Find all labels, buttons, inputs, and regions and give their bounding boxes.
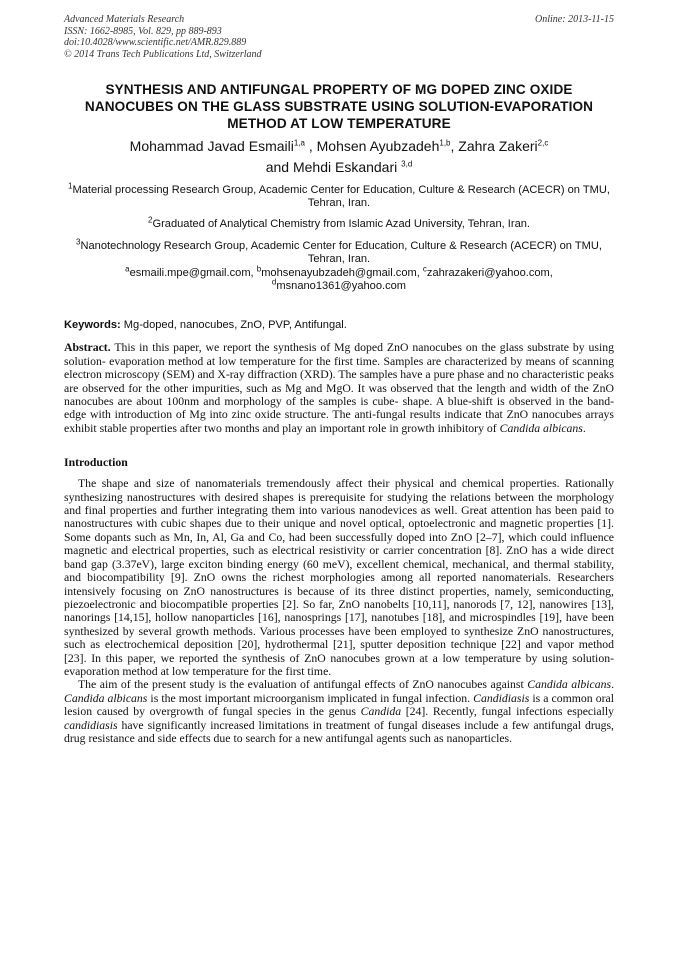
- abstract-species: Candida albicans: [499, 421, 583, 435]
- author-superscript: 2,c: [537, 138, 549, 148]
- author-name: Mohammad Javad Esmaili: [129, 138, 294, 154]
- p2-italic: Candida albicans: [527, 678, 612, 692]
- author-name: and Mehdi Eskandari: [265, 159, 402, 175]
- affiliation-superscript: 1: [68, 181, 73, 191]
- paper-title: SYNTHESIS AND ANTIFUNGAL PROPERTY OF MG DOPED ZINC OXIDE NANOCUBES ON THE GLASS SUBSTRATE USING SOLUTION-EVAPORATION METHOD AT LOW TEMPERATURE: [84, 82, 594, 131]
- author-emails: [64, 264, 614, 293]
- email-superscript: c: [422, 264, 427, 274]
- author-list: [64, 136, 614, 178]
- keywords: [64, 318, 614, 332]
- email-link[interactable]: mohsenayubzadeh@gmail.com,: [261, 267, 423, 280]
- author-separator: ,: [304, 138, 317, 154]
- affiliation-1: [64, 181, 614, 210]
- email-line-1: [64, 264, 614, 280]
- p2-italic: Candidiasis: [473, 691, 530, 705]
- affiliation-3: [64, 236, 614, 266]
- author-line-2: [64, 157, 614, 178]
- issn-line: ISSN: 1662-8985, Vol. 829, pp 889-893: [64, 25, 222, 37]
- email-link[interactable]: msnano1361@yahoo.com: [276, 280, 407, 293]
- keywords-text: Mg-doped, nanocubes, ZnO, PVP, Antifungal.: [120, 319, 347, 332]
- section-heading-introduction: Introduction: [64, 456, 128, 470]
- journal-name: Advanced Materials Research: [64, 14, 185, 25]
- affiliation-text: Nanotechnology Research Group, Academic Center for Education, Culture & Research (ACECR) on TMU, Tehran, Iran.: [80, 239, 602, 265]
- p2-text: have significantly increased limitations in treatment of fungal diseases include a few antifungal drugs, drug resistance and side effects due to search for a new antifungal agents such as nanoparticles.: [64, 718, 614, 745]
- p2-italic: Candida albicans: [64, 691, 148, 705]
- affiliation-superscript: 2: [148, 215, 153, 225]
- intro-paragraph-1: The shape and size of nanomaterials tremendously affect their physical and chemical properties. Rationally synthesizing nanostructures with desired shapes is prerequisite for studying the relations between the morphology and final properties and further integrating them into various nanodevices as well. Great attention has been paid to nanostructures with cubic shapes due to their unique and novel optical, optoelectronic and magnetic properties [1]. Some dopants such as Mn, In, Al, Ga and Co, had been successfully doped into ZnO [2–7], which could influence magnetic and electrical properties, such as electrical resistivity or carrier concentration [8]. ZnO has a wide direct band gap (3.37eV), large exciton binding energy (60 meV), excellent chemical, mechanical, and thermal stability, and biocompatibility [9]. ZnO owns the richest morphologies among all reported nanomaterials. Researchers intensively focusing on ZnO nanostructures is because of its three distinct properties, namely, semiconducting, piezoelectronic and biocompatible properties [2]. So far, ZnO nanobelts [10,11], nanorods [7, 12], nanowires [13], nanorings [14,15], hollow nanoparticles [16], nanosprings [17], nanotubes [18], and microspindles [19], have been synthesized by several growth methods. Various processes have been employed to synthesize ZnO nanostructures, such as electrochemical deposition [20], hydrothermal [21], sputter deposition technique [22] and vapor method [23]. In this paper, we reported the synthesis of ZnO nanocubes grown at a low temperature by using solution- evaporation method at low temperature for the first time.: [64, 477, 614, 678]
- email-link[interactable]: zahrazakeri@yahoo.com,: [426, 267, 553, 280]
- abstract: [64, 341, 614, 435]
- p2-text: is a common oral lesion caused by overgrowth of fungal species in the genus: [64, 691, 614, 719]
- abstract-text: This in this paper, we report the synthesis of Mg doped ZnO nanocubes on the glass substrate by using solution- evaporation method at low temperature for the first time. Samples are characterized by means of scanning electron microscopy (SEM) and X-ray diffraction (XRD). The samples have a pure phase and no characteristic peaks are observed for the other impurities, such as Mg and MgO. It was observed that the length and width of the ZnO nanocubes are about 100nm and morphology of the samples is cube- shape. A blue-shift is observed in the band-edge with introduction of Mg into zinc oxide structure. The anti-fungal results indicate that ZnO nanocubes arrays exhibit stable properties after two months and play an important role in growth inhibitory of: [64, 341, 614, 435]
- affiliation-superscript: 3: [76, 236, 81, 246]
- author-superscript: 3,d: [401, 159, 413, 169]
- affiliation-2: [64, 215, 614, 231]
- email-superscript: a: [125, 264, 130, 274]
- author-name: Zahra Zakeri: [458, 138, 538, 154]
- p2-text: The aim of the present study is the evaluation of antifungal effects of ZnO nanocubes against: [78, 678, 528, 692]
- p2-italic: Candida: [360, 705, 402, 719]
- p2-text: .: [611, 678, 614, 692]
- intro-paragraph-2: [64, 678, 614, 745]
- online-date: Online: 2013-11-15: [535, 14, 614, 25]
- abstract-label: Abstract.: [64, 341, 111, 355]
- p2-text: [24]. Recently, fungal infections especially: [401, 705, 615, 719]
- copyright-line: © 2014 Trans Tech Publications Ltd, Switzerland: [64, 48, 262, 60]
- author-name: Mohsen Ayubzadeh: [316, 138, 440, 154]
- abstract-end: .: [582, 421, 586, 435]
- doi-line[interactable]: doi:10.4028/www.scientific.net/AMR.829.889: [64, 37, 247, 48]
- author-separator: ,: [450, 138, 459, 154]
- affiliation-text: Material processing Research Group, Academic Center for Education, Culture & Research (ACECR) on TMU, Tehran, Iran.: [72, 184, 610, 210]
- author-line-1: [64, 136, 614, 157]
- email-line-2: [64, 277, 614, 293]
- p2-text: is the most important microorganism implicated in fungal infection.: [147, 691, 474, 705]
- author-superscript: 1,a: [293, 138, 305, 148]
- author-superscript: 1,b: [439, 138, 451, 148]
- email-link[interactable]: esmaili.mpe@gmail.com,: [129, 267, 257, 280]
- journal-header: [64, 14, 614, 60]
- email-superscript: d: [271, 277, 277, 287]
- email-superscript: b: [256, 264, 262, 274]
- p2-italic: candidiasis: [64, 718, 118, 732]
- keywords-label: Keywords:: [64, 319, 121, 332]
- affiliation-text: Graduated of Analytical Chemistry from Islamic Azad University, Tehran, Iran.: [152, 218, 530, 231]
